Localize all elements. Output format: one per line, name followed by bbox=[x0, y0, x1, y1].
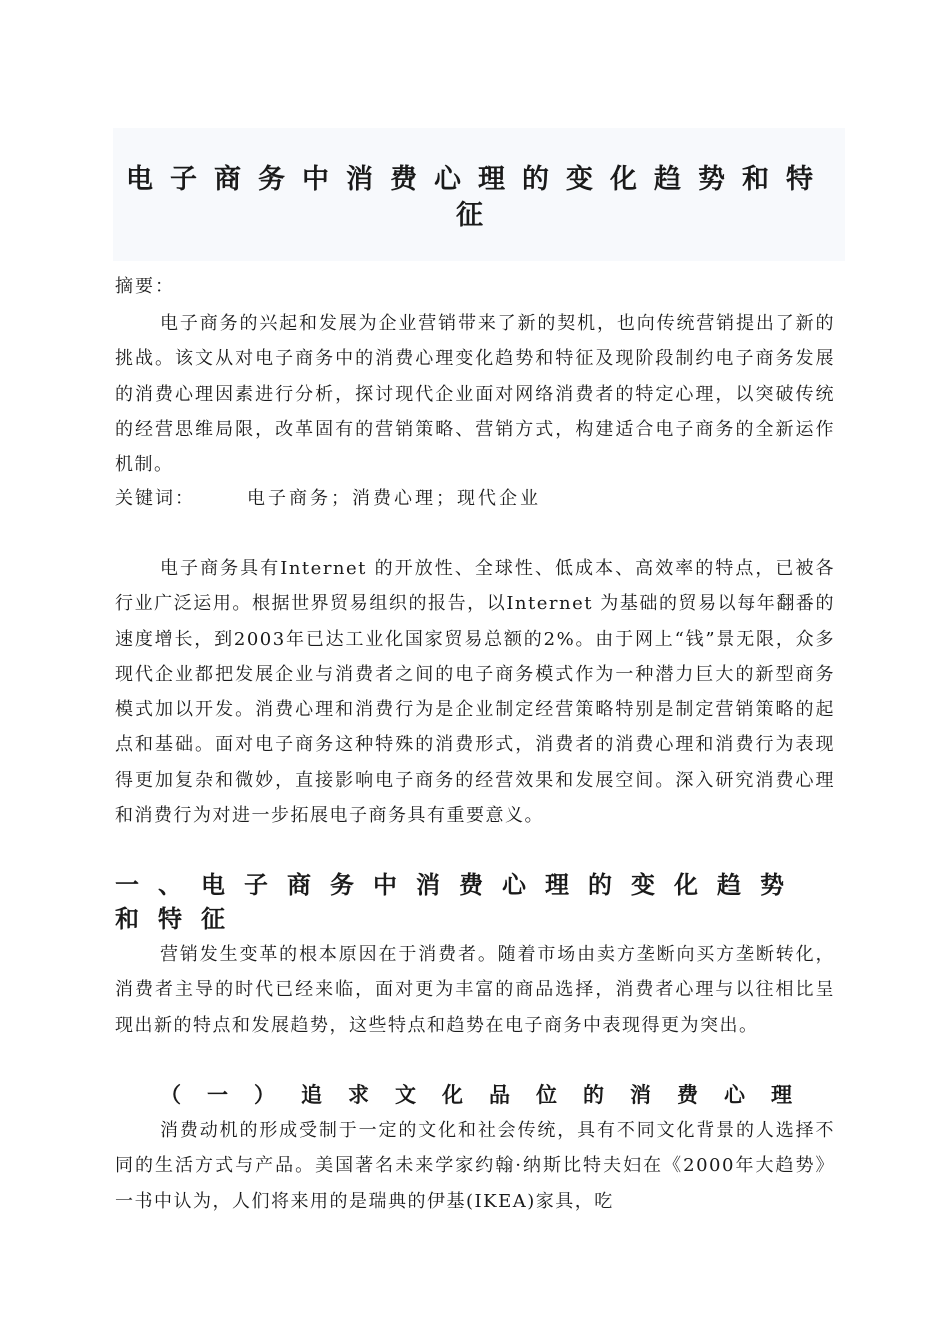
intro-paragraph: 电子商务具有Internet 的开放性、全球性、低成本、高效率的特点，已被各行业广泛运用。根据世界贸易组织的报告，以Internet 为基础的贸易以每年翻番的速度增长，到2003年已达工业化国家贸易总额的2%。由于网上“钱”景无限，众多现代企业都把发展企业与消费者之间的电子商务模式作为一种潜力巨大的新型商务模式加以开发。消费心理和消费行为是企业制定经营策略特别是制定营销策略的起点和基础。面对电子商务这种特殊的消费形式，消费者的消费心理和消费行为表现得更加复杂和微妙，直接影响电子商务的经营效果和发展空间。深入研究消费心理和消费行为对进一步拓展电子商务具有重要意义。 bbox=[115, 558, 835, 827]
document-title: 电子商务中消费心理的变化趋势和特征 bbox=[126, 164, 830, 231]
section-heading: 一、电子商务中消费心理的变化趋势和特征 bbox=[115, 870, 803, 933]
keywords-value: 电子商务；消费心理；现代企业 bbox=[247, 488, 541, 509]
keywords-label: 关键词： bbox=[115, 488, 195, 509]
abstract-text: 电子商务的兴起和发展为企业营销带来了新的契机，也向传统营销提出了新的挑战。该文从对电子商务中的消费心理变化趋势和特征及现阶段制约电子商务发展的消费心理因素进行分析，探讨现代企业面对网络消费者的特定心理，以突破传统的经营思维局限，改革固有的营销策略、营销方式，构建适合电子商务的全新运作机制。 bbox=[115, 313, 835, 476]
section-paragraph: 营销发生变革的根本原因在于消费者。随着市场由卖方垄断向买方垄断转化，消费者主导的时代已经来临，面对更为丰富的商品选择，消费者心理与以往相比呈现出新的特点和发展趋势，这些特点和趋势在电子商务中表现得更为突出。 bbox=[115, 944, 835, 1036]
subsection-paragraph: 消费动机的形成受制于一定的文化和社会传统，具有不同文化背景的人选择不同的生活方式与产品。美国著名未来学家约翰·纳斯比特夫妇在《2000年大趋势》一书中认为，人们将来用的是瑞典的伊基(IKEA)家具，吃 bbox=[115, 1120, 835, 1212]
subsection-heading: （一）追求文化品位的消费心理 bbox=[160, 1082, 818, 1107]
abstract-label: 摘要： bbox=[115, 276, 175, 297]
